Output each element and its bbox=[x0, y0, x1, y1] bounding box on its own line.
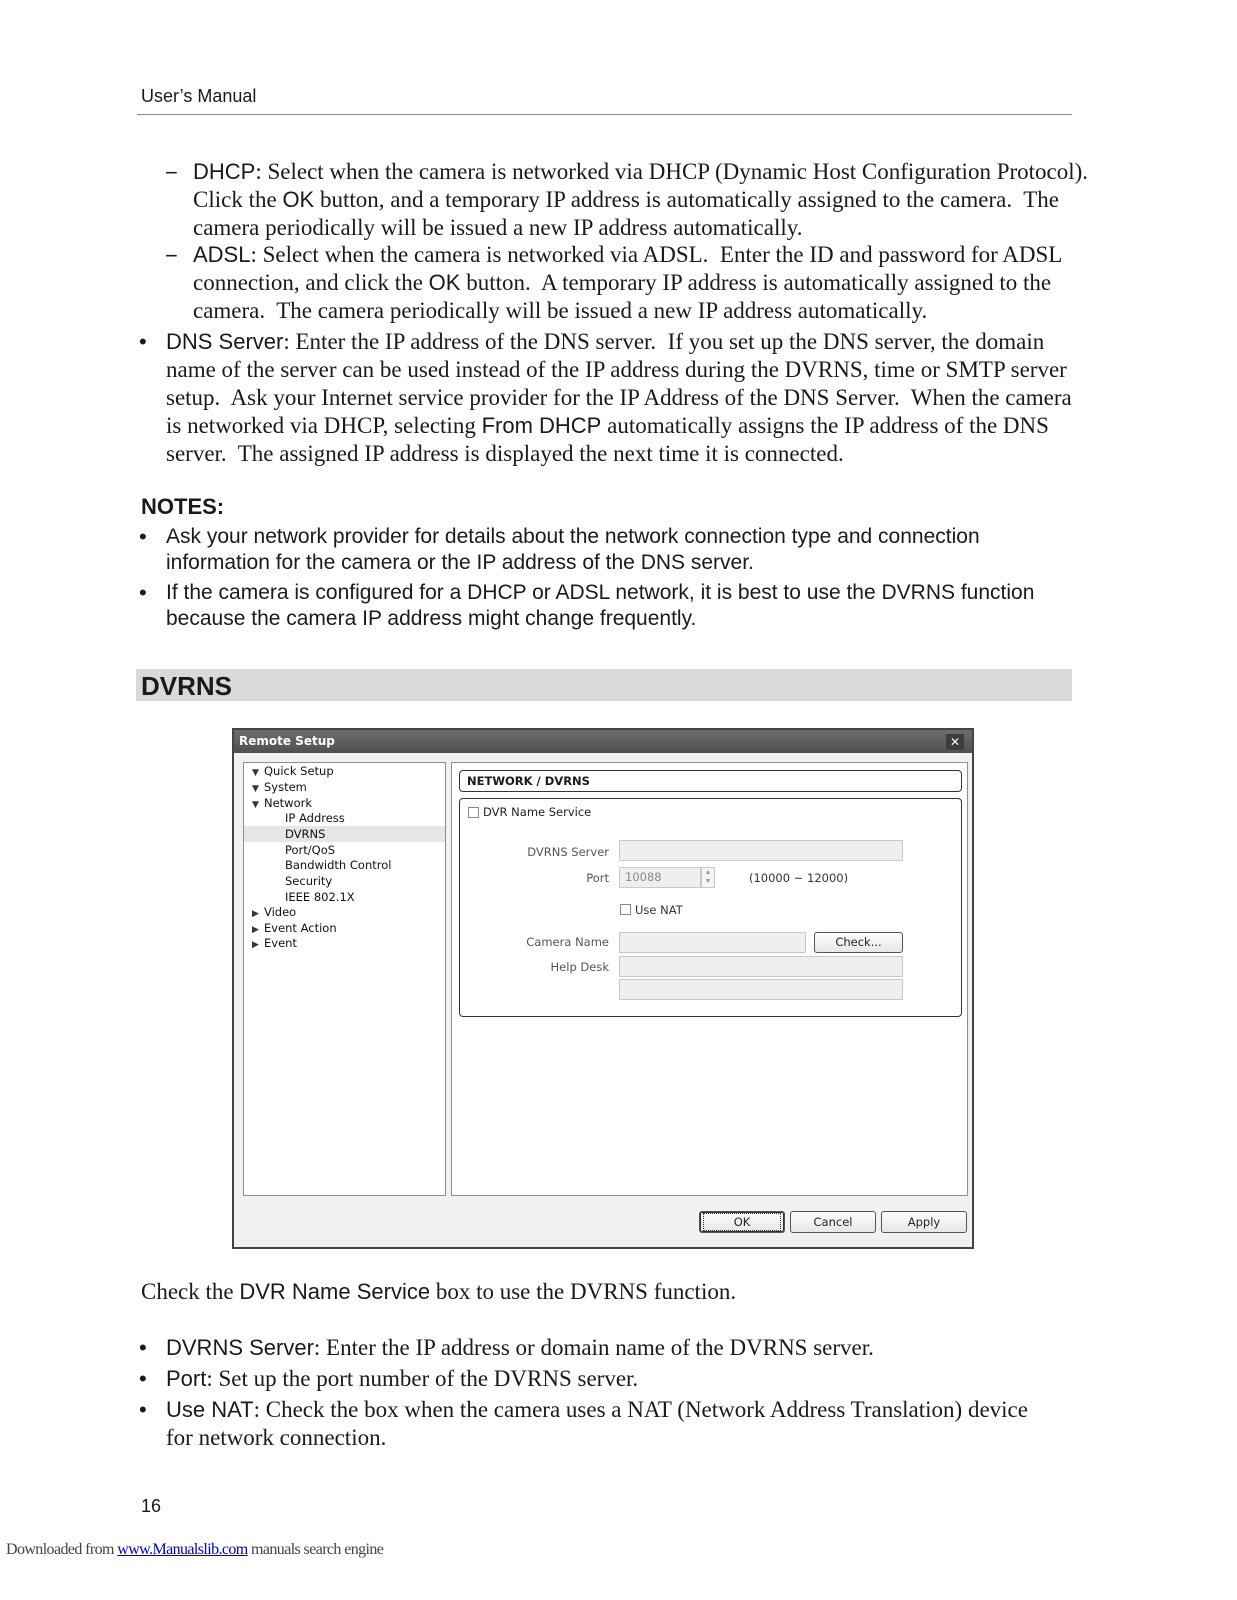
note-line: information for the camera or the IP address of the DNS server. bbox=[166, 551, 754, 574]
body-text: button, and a temporary IP address is automatically assigned to the camera. The bbox=[314, 187, 1059, 212]
dvr-name-service-label: DVR Name Service bbox=[483, 805, 592, 819]
term-text: OK bbox=[428, 270, 461, 295]
body-text: setup. Ask your Internet service provider for the IP Address of the DNS Server. When the camera bbox=[166, 385, 1072, 410]
running-header: User’s Manual bbox=[141, 86, 257, 106]
dns-line bbox=[166, 440, 1076, 468]
field-desc-line bbox=[166, 1334, 1076, 1362]
dash-marker: − bbox=[165, 160, 178, 185]
body-text: camera periodically will be issued a new IP address automatically. bbox=[193, 215, 803, 240]
camera-name-input[interactable] bbox=[619, 932, 806, 953]
note-line: because the camera IP address might change frequently. bbox=[166, 607, 697, 630]
field-desc-line bbox=[166, 1396, 1076, 1424]
tree-item-dvrns[interactable]: DVRNS bbox=[285, 827, 326, 841]
note-item bbox=[166, 580, 1076, 632]
field-desc-line bbox=[166, 1424, 1076, 1452]
term-text: DVRNS Server bbox=[166, 1335, 314, 1360]
collapse-arrow-icon: ▶ bbox=[252, 925, 259, 935]
body-text: name of the server can be used instead of the IP address during the DVRNS, time or SMTP server bbox=[166, 357, 1067, 382]
notes-heading: NOTES: bbox=[141, 494, 225, 519]
bullet-marker: • bbox=[139, 1397, 147, 1422]
page-number: 16 bbox=[141, 1496, 162, 1516]
body-text: connection, and click the bbox=[193, 270, 429, 295]
tree-item-security[interactable]: Security bbox=[285, 874, 333, 888]
body-text: for network connection. bbox=[166, 1425, 387, 1450]
footer-link[interactable]: www.Manualslib.com bbox=[117, 1541, 248, 1558]
header-divider bbox=[137, 114, 1072, 115]
download-footer bbox=[6, 1541, 383, 1559]
field-desc-dvrns-server bbox=[166, 1334, 1076, 1362]
dialog-title: Remote Setup bbox=[239, 734, 335, 748]
body-text: Check the bbox=[141, 1279, 240, 1304]
dns-line bbox=[166, 384, 1076, 412]
close-icon[interactable]: ✕ bbox=[946, 734, 964, 750]
collapse-arrow-icon: ▶ bbox=[252, 940, 259, 950]
tree-item-bandwidth-control[interactable]: Bandwidth Control bbox=[285, 858, 392, 872]
breadcrumb bbox=[459, 770, 962, 792]
body-text: button. A temporary IP address is automatically assigned to the bbox=[460, 270, 1052, 295]
use-nat-checkbox[interactable] bbox=[620, 904, 631, 915]
bullet-marker: • bbox=[139, 1366, 147, 1391]
body-text: automatically assigns the IP address of the DNS bbox=[601, 413, 1049, 438]
adsl-line bbox=[193, 241, 1073, 269]
body-text: server. The assigned IP address is displayed the next time it is connected. bbox=[166, 441, 844, 466]
body-text: : Set up the port number of the DVRNS server. bbox=[206, 1366, 639, 1391]
term-text: DNS Server bbox=[166, 329, 284, 354]
section-title: DVRNS bbox=[141, 671, 233, 701]
apply-button[interactable]: Apply bbox=[881, 1211, 967, 1233]
help-desk-input-1[interactable] bbox=[619, 956, 903, 977]
dvr-name-service-checkbox[interactable] bbox=[468, 807, 479, 818]
field-desc-line bbox=[166, 1365, 1076, 1393]
tree-item-event-action[interactable]: ▶ Event Action bbox=[252, 921, 337, 935]
cancel-button[interactable]: Cancel bbox=[790, 1211, 876, 1233]
port-input[interactable]: 10088 bbox=[619, 867, 701, 888]
adsl-line bbox=[193, 297, 1073, 325]
field-desc-port bbox=[166, 1365, 1076, 1393]
term-text: DVR Name Service bbox=[239, 1279, 431, 1304]
use-nat-label: Use NAT bbox=[635, 903, 683, 917]
bullet-marker: • bbox=[139, 524, 147, 549]
collapse-arrow-icon: ▶ bbox=[252, 909, 259, 919]
dns-line bbox=[166, 356, 1076, 384]
note-line: Ask your network provider for details about the network connection type and connection bbox=[166, 525, 980, 548]
field-desc-use-nat bbox=[166, 1396, 1076, 1452]
bullet-marker: • bbox=[139, 329, 147, 354]
tree-item-video[interactable]: ▶ Video bbox=[252, 905, 297, 919]
expand-arrow-icon: ▼ bbox=[252, 800, 259, 810]
expand-arrow-icon: ▼ bbox=[252, 768, 259, 778]
term-text: Port bbox=[166, 1366, 207, 1391]
camera-name-label: Camera Name bbox=[526, 935, 609, 949]
dvrns-server-input[interactable] bbox=[619, 840, 903, 861]
tree-item-network[interactable]: ▼ Network bbox=[252, 796, 313, 810]
footer-suffix: manuals search engine bbox=[247, 1541, 384, 1558]
footer-prefix: Downloaded from bbox=[6, 1541, 118, 1558]
settings-tree bbox=[243, 762, 446, 1196]
check-button[interactable]: Check... bbox=[814, 932, 903, 953]
dvrns-server-label: DVRNS Server bbox=[527, 845, 609, 859]
remote-setup-dialog bbox=[232, 728, 974, 1249]
bullet-marker: • bbox=[139, 1335, 147, 1360]
port-spinner[interactable]: ▲ ▼ bbox=[701, 867, 715, 888]
expand-arrow-icon: ▼ bbox=[252, 784, 259, 794]
body-text: is networked via DHCP, selecting bbox=[166, 413, 482, 438]
dns-line bbox=[166, 328, 1076, 356]
port-label: Port bbox=[586, 871, 609, 885]
body-text: : Select when the camera is networked via ADSL. Enter the ID and password for ADSL bbox=[250, 242, 1063, 267]
dns-server-item bbox=[166, 328, 1076, 468]
tree-item-ieee-8021x[interactable]: IEEE 802.1X bbox=[285, 890, 355, 904]
adsl-line bbox=[193, 269, 1073, 297]
section-bar bbox=[136, 669, 1072, 701]
port-range-hint: (10000 ~ 12000) bbox=[749, 871, 849, 885]
dash-marker: − bbox=[165, 243, 178, 268]
body-text: : Select when the camera is networked via DHCP (Dynamic Host Configuration Protocol). bbox=[255, 159, 1089, 184]
help-desk-label: Help Desk bbox=[550, 960, 609, 974]
body-text: : Check the box when the camera uses a NAT (Network Address Translation) device bbox=[253, 1397, 1028, 1422]
tree-item-ip-address[interactable]: IP Address bbox=[285, 811, 345, 825]
tree-item-port-qos[interactable]: Port/QoS bbox=[285, 843, 336, 857]
term-text: ADSL bbox=[193, 242, 251, 267]
ok-button[interactable]: OK bbox=[699, 1211, 785, 1233]
settings-content-panel bbox=[451, 762, 968, 1196]
tree-item-selected-highlight bbox=[244, 826, 445, 842]
tree-item-quick-setup[interactable]: ▼ Quick Setup bbox=[252, 764, 334, 778]
term-text: DHCP bbox=[193, 159, 256, 184]
body-text: Click the bbox=[193, 187, 283, 212]
bullet-marker: • bbox=[139, 580, 147, 605]
dialog-title-bar bbox=[234, 730, 972, 753]
term-text: From DHCP bbox=[481, 413, 602, 438]
dhcp-item bbox=[193, 158, 1089, 242]
body-text: camera. The camera periodically will be issued a new IP address automatically. bbox=[193, 298, 928, 323]
dvrns-settings-group bbox=[459, 798, 962, 1017]
dns-line bbox=[166, 412, 1076, 440]
note-line: If the camera is configured for a DHCP or ADSL network, it is best to use the DVRNS function bbox=[166, 581, 1035, 604]
body-text: : Enter the IP address of the DNS server. If you set up the DNS server, the domain bbox=[283, 329, 1045, 354]
breadcrumb-text: NETWORK / DVRNS bbox=[467, 774, 590, 788]
tree-item-system[interactable]: ▼ System bbox=[252, 780, 307, 794]
body-text: box to use the DVRNS function. bbox=[430, 1279, 737, 1304]
dvrns-instruction bbox=[141, 1278, 1071, 1306]
adsl-item bbox=[193, 241, 1073, 325]
dhcp-line bbox=[193, 214, 1073, 242]
dhcp-line bbox=[193, 158, 1089, 186]
help-desk-input-2[interactable] bbox=[619, 979, 903, 1000]
dhcp-line bbox=[193, 186, 1073, 214]
tree-item-event[interactable]: ▶ Event bbox=[252, 936, 297, 950]
term-text: Use NAT bbox=[166, 1397, 254, 1422]
term-text: OK bbox=[282, 187, 315, 212]
note-item bbox=[166, 524, 1076, 576]
body-text: : Enter the IP address or domain name of the DVRNS server. bbox=[313, 1335, 874, 1360]
